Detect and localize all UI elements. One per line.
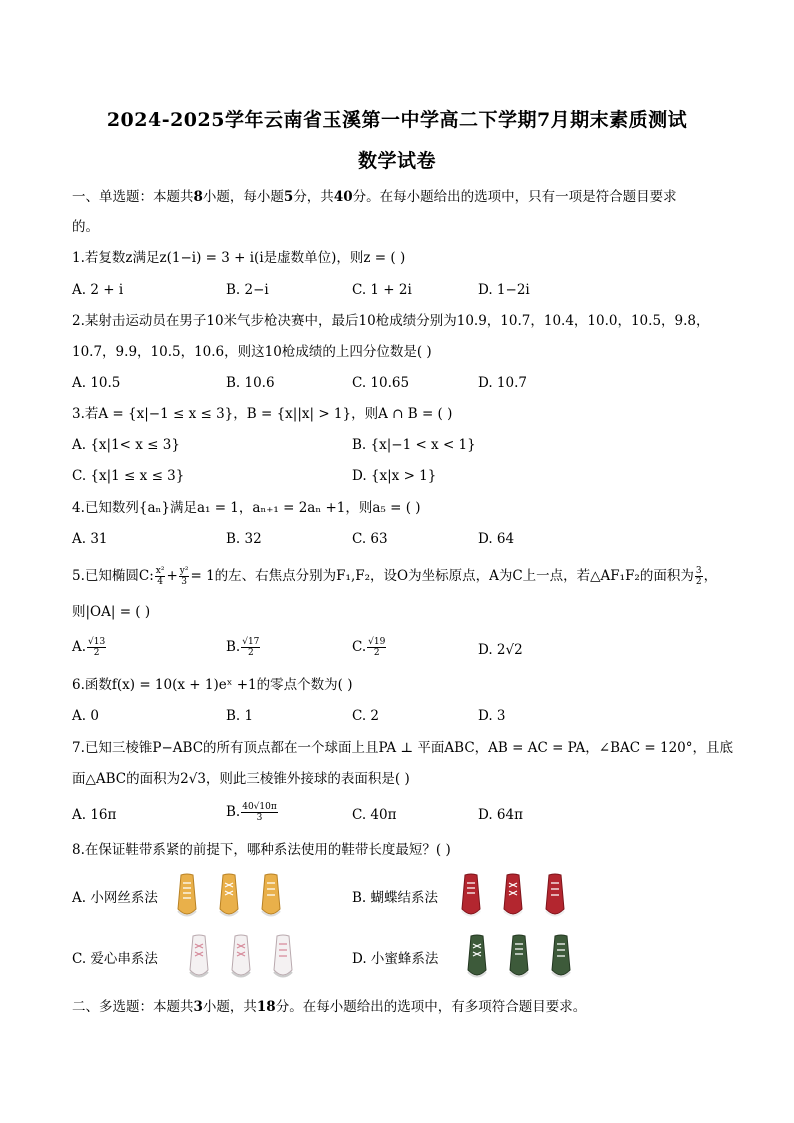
- section1-heading-cont: 的。: [72, 219, 99, 235]
- q7-option-d[interactable]: D. 64π: [478, 807, 523, 823]
- q8-option-c[interactable]: C. 爱心串系法: [72, 951, 158, 967]
- shoe-image-yellow: [172, 873, 286, 921]
- question-5-stem-line1: 5.已知椭圆C: $\frac{\text{x²}}{4}$ + $\frac{\text{y²}}{3}$ = 1的左、右焦点分别为F₁,F₂，设O为坐标原点，A为C上一点，若△AF₁F₂的面积为 $\frac{3}{2}$ ，: [72, 566, 718, 587]
- q6-option-c[interactable]: C. 2: [352, 708, 380, 724]
- q4-option-a[interactable]: A. 31: [72, 531, 108, 547]
- question-2-stem-line1: 2.某射击运动员在男子10米气步枪决赛中，最后10枪成绩分别为10.9，10.7，10.4，10.0，10.5，9.8，: [72, 313, 710, 329]
- shoe-icon: [226, 934, 256, 982]
- q2-option-d[interactable]: D. 10.7: [478, 375, 527, 391]
- q6-option-a[interactable]: A. 0: [72, 708, 99, 724]
- shoe-icon: [504, 934, 534, 982]
- section1-heading: 一、单选题：本题共8小题，每小题5分，共40分。在每小题给出的选项中，只有一项是符合题目要求: [72, 189, 677, 205]
- q5-option-a[interactable]: A. $\frac{√13}{2}$: [72, 637, 106, 658]
- q8-option-b[interactable]: B. 蝴蝶结系法: [352, 890, 439, 906]
- question-3-stem: 3.若A = {x|−1 ≤ x ≤ 3}，B = {x||x| > 1}，则A ∩ B = ( ): [72, 406, 453, 422]
- q1-option-d[interactable]: D. 1−2i: [478, 282, 530, 298]
- frac-area: $\frac{3}{2}$: [695, 566, 702, 587]
- frac-x: $\frac{\text{x²}}{4}$: [155, 566, 165, 587]
- q8-option-d[interactable]: D. 小蜜蜂系法: [352, 951, 439, 967]
- q2-option-c[interactable]: C. 10.65: [352, 375, 410, 391]
- q1-option-c[interactable]: C. 1 + 2i: [352, 282, 412, 298]
- q4-option-b[interactable]: B. 32: [226, 531, 262, 547]
- question-5-stem-line2: 则|OA| = ( ): [72, 604, 151, 620]
- paper-subtitle: 数学试卷: [357, 150, 436, 172]
- question-7-stem-line1: 7.已知三棱锥P−ABC的所有顶点都在一个球面上且PA ⊥ 平面ABC，AB = AC = PA，∠BAC = 120°，且底: [72, 740, 733, 756]
- q2-option-a[interactable]: A. 10.5: [72, 375, 121, 391]
- q3-option-d[interactable]: D. {x|x > 1}: [352, 468, 437, 484]
- q4-option-d[interactable]: D. 64: [478, 531, 515, 547]
- frac-y: $\frac{\text{y²}}{3}$: [179, 566, 189, 587]
- q4-option-c[interactable]: C. 63: [352, 531, 388, 547]
- shoe-image-white: [184, 934, 298, 982]
- shoe-icon: [172, 873, 202, 921]
- q2-option-b[interactable]: B. 10.6: [226, 375, 275, 391]
- question-2-stem-line2: 10.7，9.9，10.5，10.6，则这10枪成绩的上四分位数是( ): [72, 344, 432, 360]
- paper-title: 2024-2025学年云南省玉溪第一中学高二下学期7月期末素质测试: [106, 109, 688, 131]
- q5-option-d[interactable]: D. 2√2: [478, 642, 523, 658]
- shoe-icon: [184, 934, 214, 982]
- question-7-stem-line2: 面△ABC的面积为2√3，则此三棱锥外接球的表面积是( ): [72, 771, 410, 787]
- q3-option-c[interactable]: C. {x|1 ≤ x ≤ 3}: [72, 468, 185, 484]
- q3-option-b[interactable]: B. {x|−1 < x < 1}: [352, 437, 476, 453]
- shoe-image-red: [456, 873, 570, 921]
- q7-option-b[interactable]: B. $\frac{40√10\pi}{3}$: [226, 802, 277, 823]
- shoe-icon: [214, 873, 244, 921]
- q6-option-d[interactable]: D. 3: [478, 708, 506, 724]
- shoe-image-green: [462, 934, 576, 982]
- q6-option-b[interactable]: B. 1: [226, 708, 254, 724]
- q5-option-b[interactable]: B. $\frac{√17}{2}$: [226, 637, 260, 658]
- q1-option-b[interactable]: B. 2−i: [226, 282, 269, 298]
- shoe-icon: [268, 934, 298, 982]
- shoe-icon: [546, 934, 576, 982]
- question-8-stem: 8.在保证鞋带系紧的前提下，哪种系法使用的鞋带长度最短？( ): [72, 842, 451, 858]
- q8-option-a[interactable]: A. 小网丝系法: [72, 890, 158, 906]
- q5-option-c[interactable]: C. $\frac{√19}{2}$: [352, 637, 386, 658]
- shoe-icon: [540, 873, 570, 921]
- question-6-stem: 6.函数f(x) = 10(x + 1)eˣ +1的零点个数为( ): [72, 677, 353, 693]
- q1-option-a[interactable]: A. 2 + i: [72, 282, 124, 298]
- shoe-icon: [256, 873, 286, 921]
- question-4-stem: 4.已知数列{aₙ}满足a₁ = 1，aₙ₊₁ = 2aₙ +1，则a₅ = ( ): [72, 500, 421, 516]
- question-1-stem: 1.若复数z满足z(1−i) = 3 + i(i是虚数单位)，则z = ( ): [72, 250, 406, 266]
- q7-option-c[interactable]: C. 40π: [352, 807, 397, 823]
- shoe-icon: [462, 934, 492, 982]
- q7-option-a[interactable]: A. 16π: [72, 807, 117, 823]
- section2-heading: 二、多选题：本题共3小题，共18分。在每小题给出的选项中，有多项符合题目要求。: [72, 999, 587, 1015]
- shoe-icon: [456, 873, 486, 921]
- q3-option-a[interactable]: A. {x|1< x ≤ 3}: [72, 437, 180, 453]
- shoe-icon: [498, 873, 528, 921]
